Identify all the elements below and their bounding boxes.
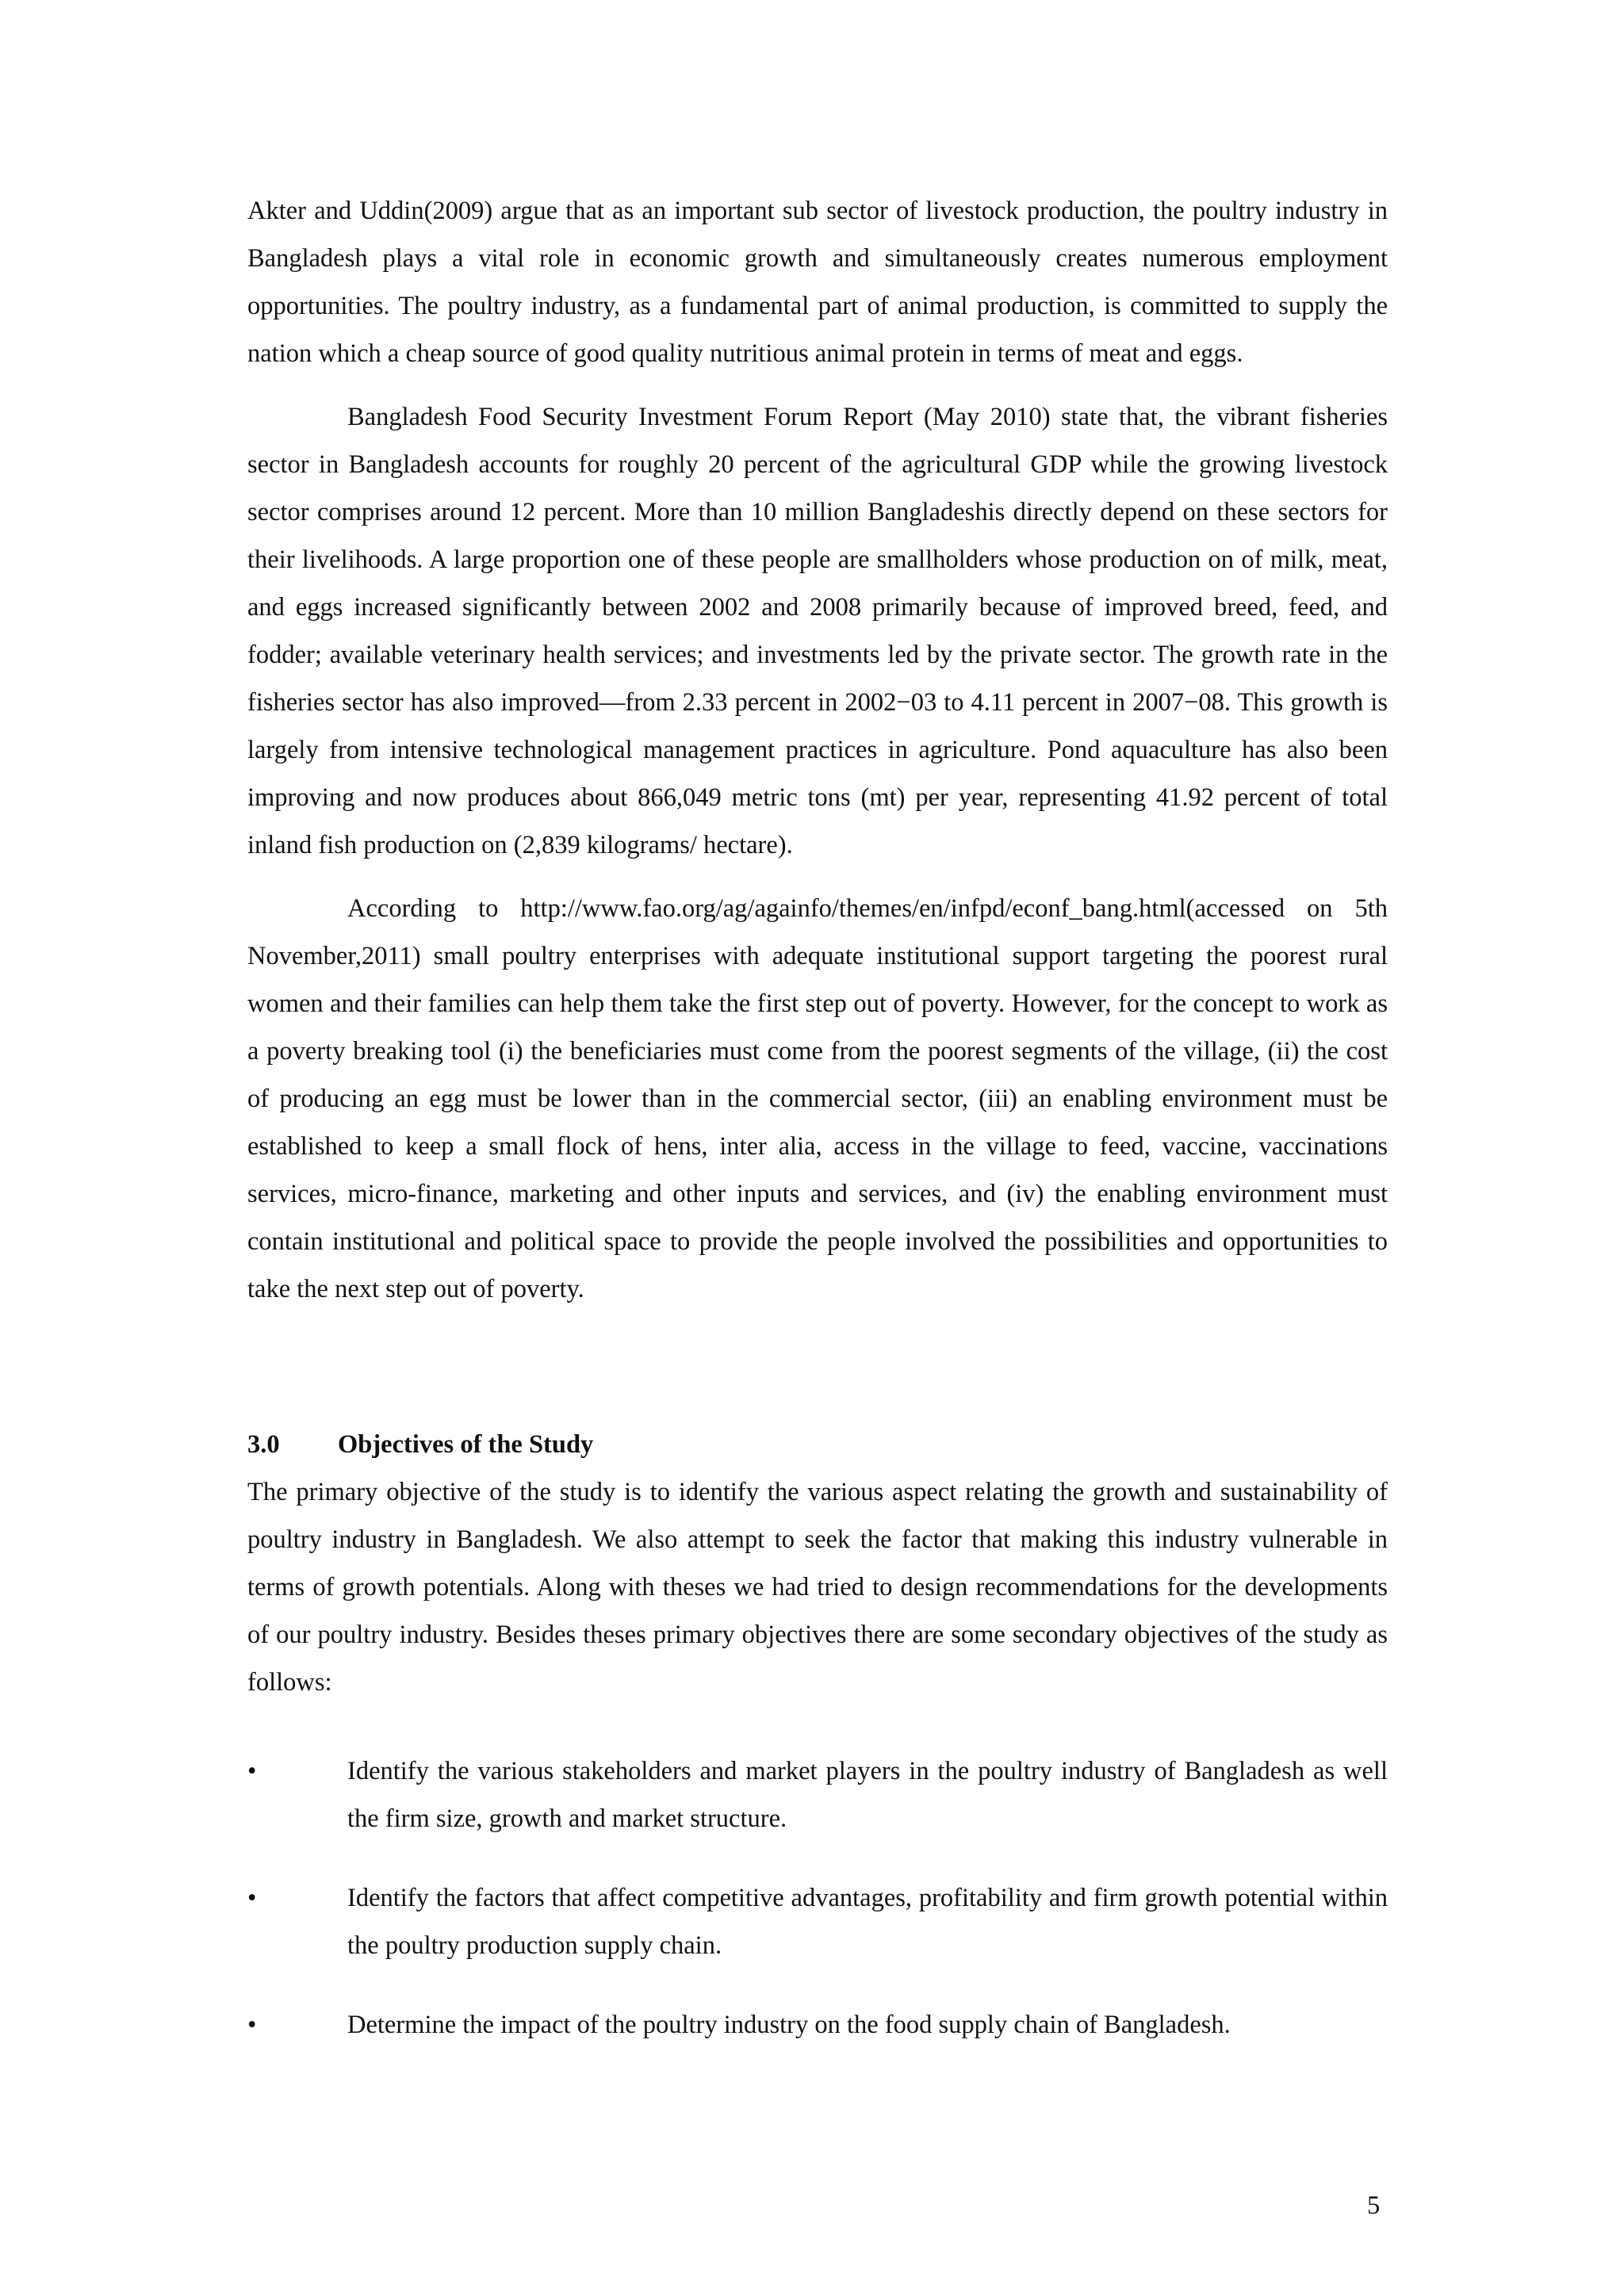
list-item-text: Identify the factors that affect competitive advantages, profitability and firm growth potential within the poultry production supply chain. (347, 1884, 1388, 1960)
list-item (247, 2001, 1388, 2049)
section-intro-paragraph: The primary objective of the study is to identify the various aspect relating the growth and sustainability of poultry industry in Bangladesh. We also attempt to seek the factor that making this industry vulnerable in terms of growth potentials. Along with theses we had tried to design recommendations for the developments of our poultry industry. Besides theses primary objectives there are some secondary objectives of the study as follows: (247, 1478, 1388, 1697)
document-body (247, 187, 1388, 2049)
bullet-icon: • (247, 1757, 257, 1785)
list-item (247, 1874, 1388, 1969)
section-title: Objectives of the Study (338, 1430, 594, 1459)
list-item-text: Identify the various stakeholders and market players in the poultry industry of Bangladesh as well the firm size, growth and market structure. (347, 1757, 1388, 1833)
section-heading (247, 1421, 1388, 1468)
paragraph-fao-reference: According to http://www.fao.org/ag/againfo/themes/en/infpd/econf_bang.html(accessed on 5th November,2011) small poultry enterprises with adequate institutional support targeting the poorest rural women and their families can help them take the first step out of poverty. However, for the concept to work as a poverty breaking tool (i) the beneficiaries must come from the poorest segments of the village, (ii) the cost of producing an egg must be lower than in the commercial sector, (iii) an enabling environment must be established to keep a small flock of hens, inter alia, access in the village to feed, vaccine, vaccinations services, micro-finance, marketing and other inputs and services, and (iv) the enabling environment must contain institutional and political space to provide the people involved the possibilities and opportunities to take the next step out of poverty. (247, 894, 1388, 1303)
list-item (247, 1747, 1388, 1843)
bullet-icon: • (247, 1884, 257, 1912)
bullet-icon: • (247, 2011, 257, 2039)
paragraph-food-security-report: Bangladesh Food Security Investment Forum Report (May 2010) state that, the vibrant fisheries sector in Bangladesh accounts for roughly 20 percent of the agricultural GDP while the growing livestock sector comprises around 12 percent. More than 10 million Bangladeshis directly depend on these sectors for their livelihoods. A large proportion one of these people are smallholders whose production on of milk, meat, and eggs increased significantly between 2002 and 2008 primarily because of improved breed, feed, and fodder; available veterinary health services; and investments led by the private sector. The growth rate in the fisheries sector has also improved—from 2.33 percent in 2002−03 to 4.11 percent in 2007−08. This growth is largely from intensive technological management practices in agriculture. Pond aquaculture has also been improving and now produces about 866,049 metric tons (mt) per year, representing 41.92 percent of total inland fish production on (2,839 kilograms/ hectare). (247, 403, 1388, 859)
page-number: 5 (1367, 2191, 1381, 2220)
objectives-list (247, 1747, 1388, 2049)
list-item-text: Determine the impact of the poultry industry on the food supply chain of Bangladesh. (347, 2011, 1231, 2039)
section-number: 3.0 (247, 1430, 280, 1459)
paragraph-akter-uddin: Akter and Uddin(2009) argue that as an important sub sector of livestock production, the poultry industry in Bangladesh plays a vital role in economic growth and simultaneously creates numerous employment opportunities. The poultry industry, as a fundamental part of animal production, is committed to supply the nation which a cheap source of good quality nutritious animal protein in terms of meat and eggs. (247, 197, 1388, 368)
